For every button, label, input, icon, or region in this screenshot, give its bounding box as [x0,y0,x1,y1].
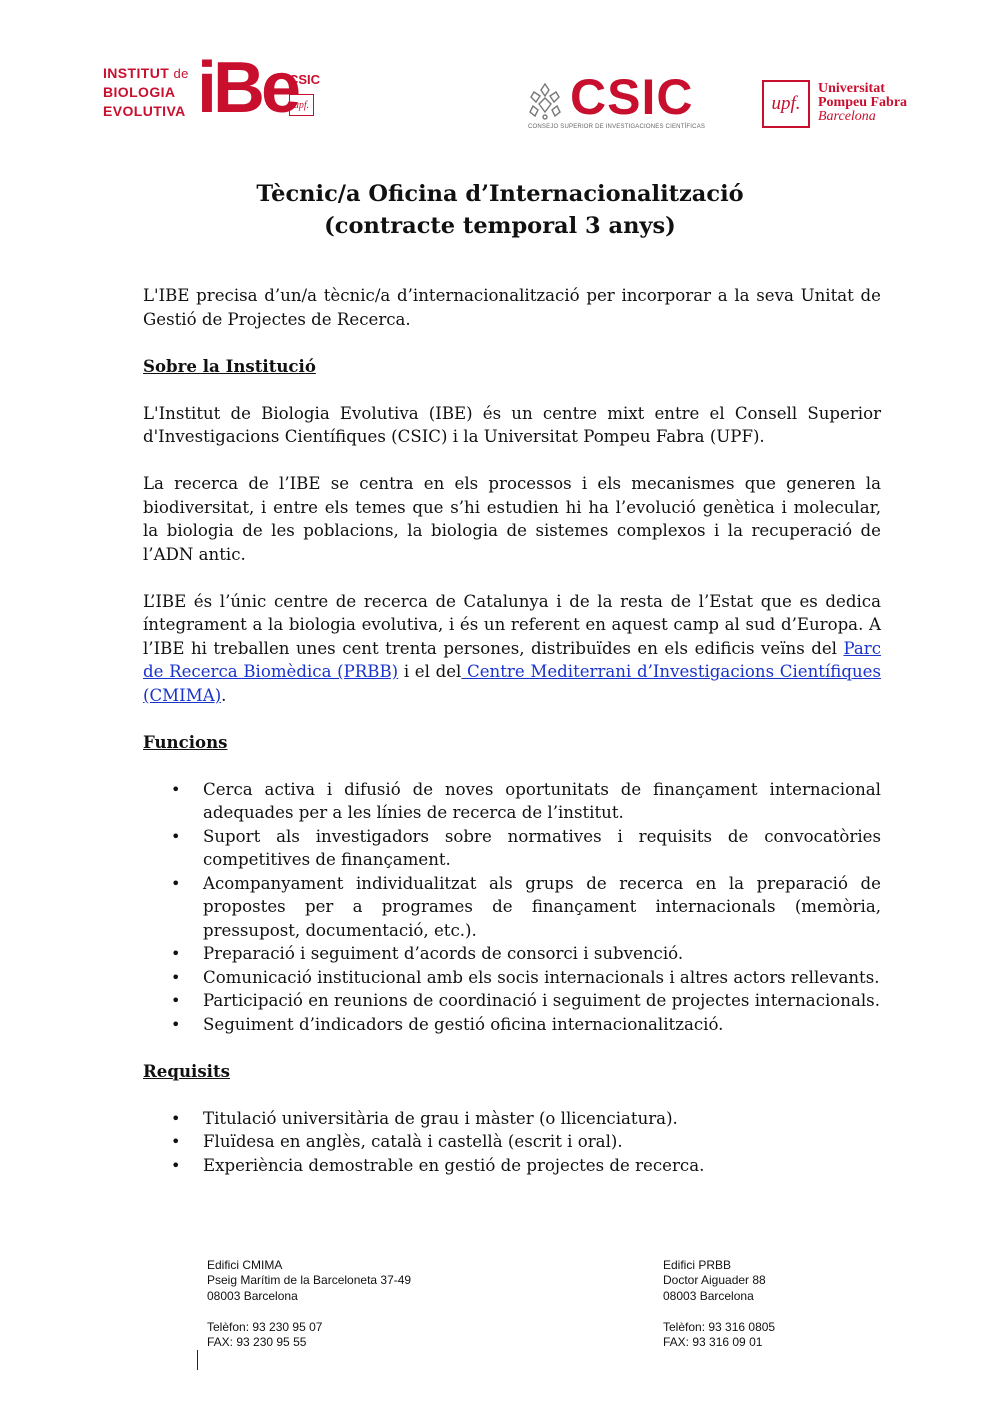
list-item: • Experiència demostrable en gestió de projectes de recerca. [143,1154,881,1178]
ibe-logo-line-3: EVOLUTIVA [103,103,186,119]
requirements-heading: Requisits [143,1060,230,1081]
ibe-logo-line-2: BIOLOGIA [103,84,176,100]
about-paragraph-3-text-c: . [221,685,227,705]
about-paragraph-3 [143,590,881,708]
footer-street: Pseig Marítim de la Barceloneta 37-49 [207,1273,412,1288]
intro-paragraph: L'IBE precisa d’un/a tècnic/a d’internacionalització per incorporar a la seva Unitat de Gestió de Projectes de Recerca. [143,286,881,329]
csic-subtitle: CONSEJO SUPERIOR DE INVESTIGACIONES CIENTÍFICAS [528,124,706,130]
ibe-logo-partner-csic: CSIC [289,72,321,87]
ibe-logo-text [103,64,189,121]
ibe-logo-de: de [173,66,189,81]
requirements-list [143,1107,881,1178]
upf-logo-line-1: Universitat [818,81,885,96]
about-heading: Sobre la Institució [143,355,316,376]
upf-logo-box: upf. [762,80,810,128]
about-paragraph-3-text-b: i el del [398,662,462,681]
upf-logo [762,80,912,130]
prbb-link[interactable]: Parc de Recerca Biomèdica (PRBB) [143,638,881,681]
footer-building: Edifici CMIMA [207,1258,283,1272]
ibe-logo-partner-upf: upf. [289,94,314,116]
footer-fax: FAX: 93 230 95 55 [207,1335,307,1350]
document-title-line-2: (contracte temporal 3 anys) [324,213,676,239]
document-title-line-1: Tècnic/a Oficina d’Internacionalització [256,181,744,207]
list-item: • Fluïdesa en anglès, català i castellà (escrit i oral). [143,1130,881,1154]
upf-logo-name [818,82,907,124]
footer-city: 08003 Barcelona [207,1288,298,1303]
list-item: • Titulació universitària de grau i màster (o llicenciatura). [143,1107,881,1131]
footer-address-prbb [663,1258,775,1351]
about-paragraph-3-text-a: L’IBE és l’únic centre de recerca de Catalunya i de la resta de l’Estat que es dedica íntegrament a la biologia evolutiva, i és un referent en aquest camp al sud d’Europa. A l’IBE hi treballen unes cent trenta persones, distribuïdes en els edificis veïns del [143,591,881,658]
about-paragraph-2: La recerca de l’IBE se centra en els processos i els mecanismes que generen la biodiversitat, i entre els temes que s’hi estudien hi ha l’evolució genètica i molecular, la biologia de les poblacions, la biologia de sistemes complexos i la recuperació de l’ADN antic. [143,474,881,564]
footer-address-cmima [207,1258,411,1351]
list-item: • Cerca activa i difusió de noves oportunitats de finançament internacional adequades per a les línies de recerca de l’institut. [143,778,881,825]
functions-list [143,778,881,1037]
list-item: • Acompanyament individualitzat als grups de recerca en la preparació de propostes per a programes de finançament internacionals (memòria, pressupost, documentació, etc.). [143,872,881,943]
footer-building: Edifici PRBB [663,1258,732,1272]
footer-divider [197,1350,198,1370]
ibe-logo-line-1: INSTITUT [103,65,170,81]
ibe-logo-mark: iBe [197,48,298,128]
footer-phone: Telèfon: 93 230 95 07 [207,1319,323,1334]
about-paragraph-1: L'Institut de Biologia Evolutiva (IBE) és un centre mixt entre el Consell Superior d'Investigacions Científiques (CSIC) i la Universitat Pompeu Fabra (UPF). [143,403,881,446]
footer-city: 08003 Barcelona [663,1288,754,1303]
list-item: • Seguiment d’indicadors de gestió oficina internacionalització. [143,1013,881,1037]
document-title [0,178,1000,242]
list-item: • Comunicació institucional amb els socis internacionals i altres actors rellevants. [143,966,881,990]
document-body [143,284,881,1177]
csic-wordmark: CSIC [570,69,694,125]
footer-street: Doctor Aiguader 88 [663,1273,766,1288]
upf-logo-line-2: Pompeu Fabra [818,95,908,110]
list-item: • Suport als investigadors sobre normatives i requisits de convocatòries competitives de finançament. [143,825,881,872]
upf-logo-line-3: Barcelona [818,109,876,124]
ibe-logo [103,48,333,128]
cmima-link[interactable]: Centre Mediterrani d’Investigacions Científiques (CMIMA) [143,662,881,705]
functions-heading: Funcions [143,731,228,752]
csic-logo [528,69,728,134]
footer-fax: FAX: 93 316 09 01 [663,1335,763,1350]
footer-phone: Telèfon: 93 316 0805 [663,1319,776,1334]
list-item: • Participació en reunions de coordinació i seguiment de projectes internacionals. [143,989,881,1013]
csic-emblem-icon [528,82,562,120]
list-item: • Preparació i seguiment d’acords de consorci i subvenció. [143,942,881,966]
